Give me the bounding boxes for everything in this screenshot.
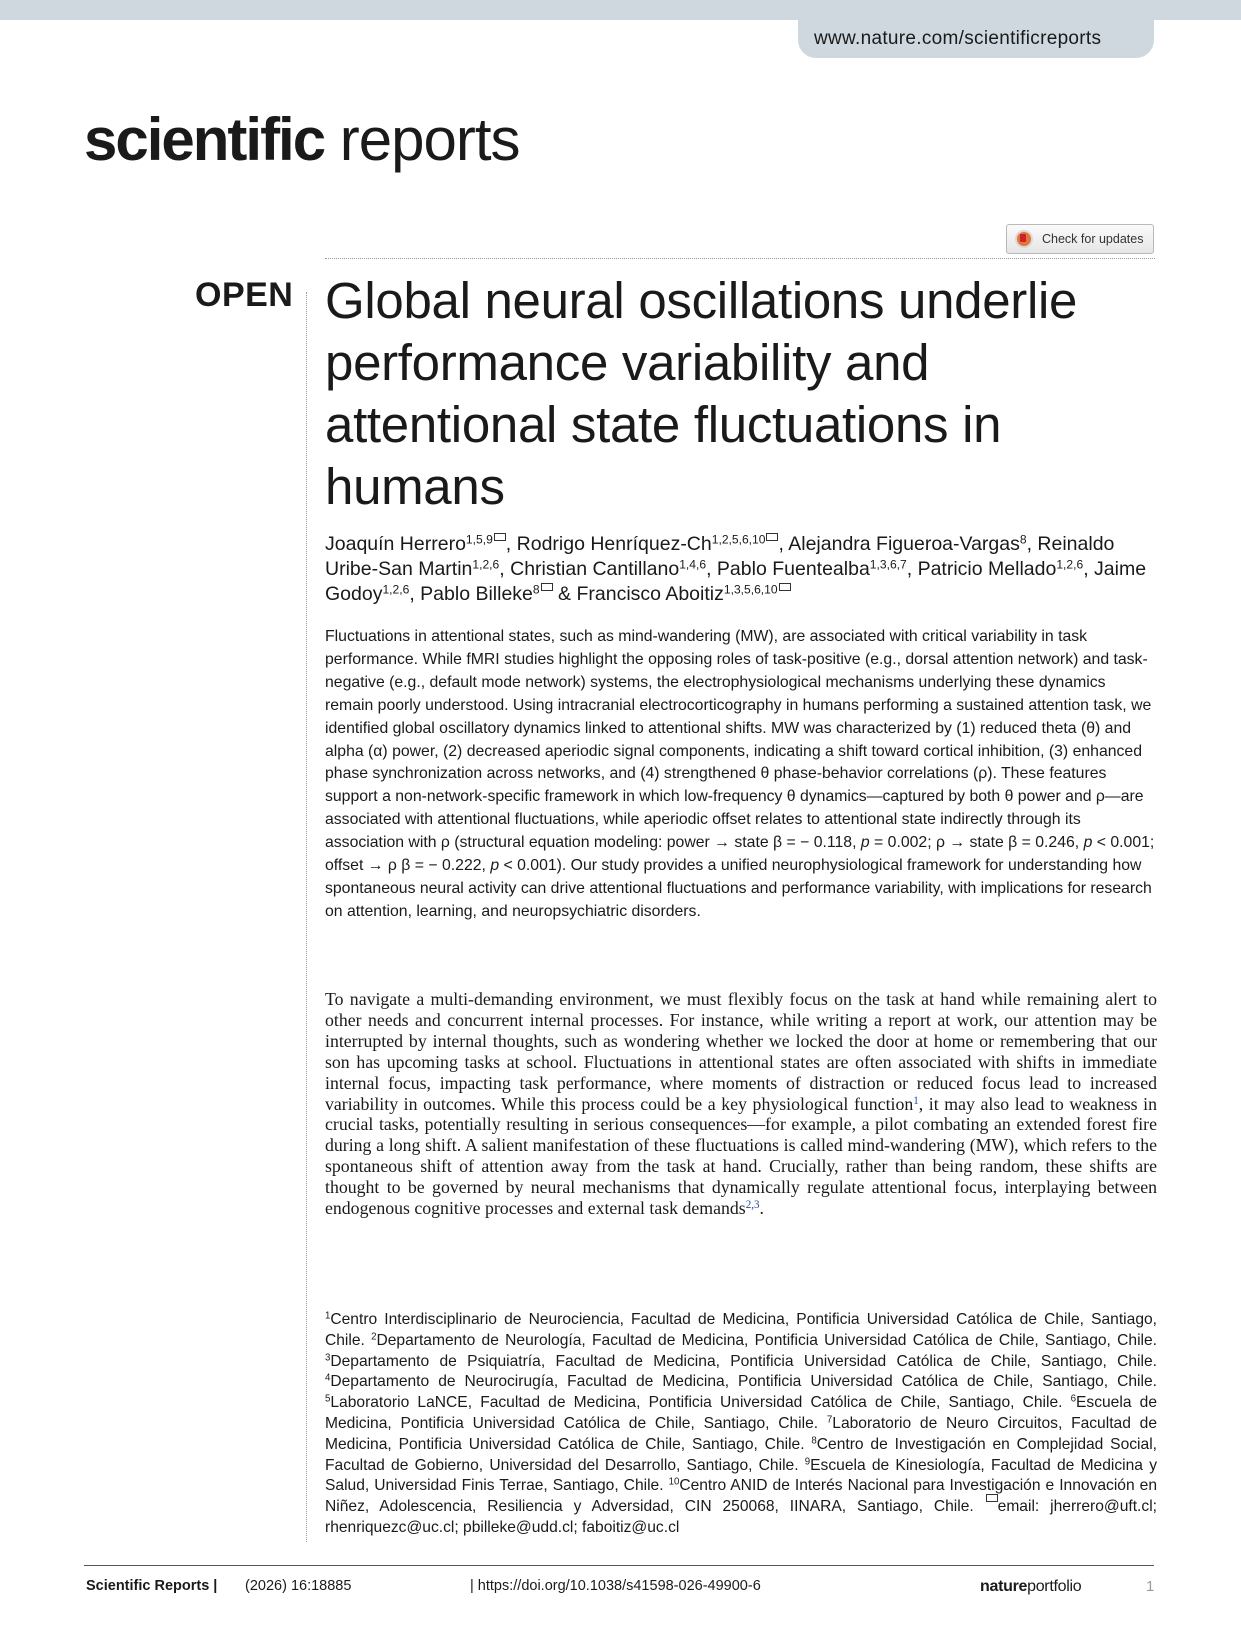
abstract-p-3: p [490, 857, 500, 875]
envelope-icon[interactable] [494, 533, 506, 541]
affiliation-text: Escuela de Kinesiología, Facultad de Medicina y Salud, Universidad Finis Terrae, Santiago, Chile. [325, 1456, 1157, 1495]
intro-text-3: . [759, 1198, 764, 1219]
page-number: 1 [1146, 1578, 1155, 1595]
author-affiliation-marks[interactable]: 8 [1019, 532, 1027, 547]
journal-url-tab[interactable]: www.nature.com/scientificreports [798, 20, 1154, 58]
affiliation-number: 9 [804, 1456, 811, 1468]
author-affiliation-marks[interactable]: 1,3,6,7 [869, 557, 907, 572]
affiliation-number: 1 [325, 1310, 331, 1322]
check-for-updates-button[interactable] [1006, 224, 1154, 254]
author-separator: , [505, 533, 517, 555]
abstract [325, 626, 1157, 924]
author-affiliation-marks[interactable]: 1,5,9 [465, 532, 493, 547]
footer-doi-link[interactable]: | https://doi.org/10.1038/s41598-026-49900-6 [470, 1578, 761, 1594]
affiliation-number: 3 [325, 1352, 331, 1364]
author-separator: , [706, 558, 717, 580]
nature-portfolio-logo [980, 1578, 1081, 1596]
affiliation-text: Centro Interdisciplinario de Neurociencia, Facultad de Medicina, Pontificia Universidad Católica de Chile, Santiago, Chile. [325, 1311, 1157, 1349]
check-for-updates-label: Check for updates [1042, 232, 1144, 246]
abstract-text-4: < 0.001). Our study provides a unified neurophysiological framework for understanding how spontaneous neural activity can drive attentional fluctuations and performance variability, with implications for research on attention, learning, and neuropsychiatric disorders. [325, 857, 1152, 920]
affiliation-number: 10 [668, 1477, 680, 1489]
margin-divider [306, 292, 307, 1542]
envelope-icon [986, 1494, 998, 1502]
affiliation-text: Laboratorio LaNCE, Facultad de Medicina, Pontificia Universidad Católica de Chile, Santiago, Chile. [330, 1394, 1071, 1412]
author-affiliation-marks[interactable]: 1,2,6 [382, 582, 410, 597]
author-separator: , [906, 558, 918, 580]
crossmark-icon [1015, 230, 1033, 248]
footer-rule [84, 1565, 1154, 1566]
intro-text-1: To navigate a multi-demanding environment, we must flexibly focus on the task at hand while remaining alert to other needs and concurrent internal processes. For instance, while writing a report at work, our attention may be interrupted by internal thoughts, such as wondering whether we locked the door at home or remembering that our son has upcoming tasks at school. Fluctuations in attentional states are often associated with shifts in immediate internal focus, impacting task performance, where moments of distraction or reduced focus lead to increased variability in outcomes. While this process could be a key physiological function [325, 989, 1157, 1114]
affiliation-number: 2 [371, 1331, 377, 1343]
author-name[interactable]: Pablo Fuentealba [716, 558, 870, 580]
author-affiliation-marks[interactable]: 1,2,6 [472, 557, 500, 572]
affiliation-number: 8 [811, 1435, 817, 1447]
author-separator: & [552, 583, 577, 605]
author-name[interactable]: Joaquín Herrero [325, 533, 466, 555]
intro-text-2: , it may also lead to weakness in crucial tasks, potentially resulting in serious consequences—for example, a pilot combating an extended forest fire during a long shift. A salient manifestation of these fluctuations is called mind-wandering (MW), which refers to the spontaneous shift of attention away from the task at hand. Crucially, rather than being random, these shifts are thought to be governed by neural mechanisms that dynamically regulate attentional focus, interplaying between endogenous cognitive processes and external task demands [325, 1093, 1157, 1219]
abstract-p-1: p [860, 834, 870, 852]
author-name[interactable]: Rodrigo Henríquez-Ch [516, 533, 712, 555]
author-name[interactable]: Francisco Aboitiz [576, 583, 724, 605]
author-affiliation-marks[interactable]: 1,3,5,6,10 [723, 582, 778, 597]
author-name[interactable]: Reinaldo Uribe-San Martin [325, 533, 1115, 580]
affiliations [325, 1310, 1157, 1539]
abstract-text-1: Fluctuations in attentional states, such as mind-wandering (MW), are associated with critical variability in task performance. While fMRI studies highlight the opposing roles of task-positive (e.g., dorsal attention network) and task-negative (e.g., default mode network) systems, the electrophysiological mechanisms underlying these dynamics remain poorly understood. Using intracranial electrocorticography in humans performing a sustained attention task, we identified global oscillatory dynamics linked to attentional shifts. MW was characterized by (1) reduced theta (θ) and alpha (α) power, (2) decreased aperiodic signal components, indicating a shift toward cortical inhibition, (3) enhanced phase synchronization across networks, and (4) strengthened θ phase-behavior correlations (ρ). These features support a non-network-specific framework in which low-frequency θ dynamics—captured by both θ power and ρ—are associated with attentional fluctuations, while aperiodic offset relates to attentional state indirectly through its association with ρ (structural equation modeling: power → state β = − 0.118, [325, 628, 1152, 852]
affiliation-number: 6 [1070, 1393, 1077, 1405]
reference-link-1[interactable]: 1 [913, 1094, 919, 1107]
author-list [325, 532, 1155, 607]
author-name[interactable]: Jaime Godoy [325, 558, 1147, 605]
author-separator: , [1083, 558, 1095, 580]
envelope-icon[interactable] [779, 583, 791, 591]
envelope-icon[interactable] [766, 533, 778, 541]
top-bar [0, 0, 1241, 20]
introduction-paragraph [325, 989, 1157, 1219]
journal-logo[interactable] [84, 104, 520, 176]
corresponding-emails[interactable]: email: jherrero@uft.cl; rhenriquezc@uc.cl; pbilleke@udd.cl; faboitiz@uc.cl [325, 1498, 1157, 1536]
journal-logo-bold: scientific [84, 106, 325, 173]
affiliation-number: 4 [325, 1373, 331, 1385]
footer-volume: (2026) 16:18885 [245, 1578, 352, 1594]
author-name[interactable]: Christian Cantillano [510, 558, 680, 580]
author-name[interactable]: Alejandra Figueroa-Vargas [788, 533, 1020, 555]
author-affiliation-marks[interactable]: 1,2,5,6,10 [711, 532, 766, 547]
author-affiliation-marks[interactable]: 1,4,6 [679, 557, 707, 572]
author-affiliation-marks[interactable]: 1,2,6 [1056, 557, 1084, 572]
header-divider [325, 258, 1155, 259]
affiliation-text: Laboratorio de Neuro Circuitos, Facultad de Medicina, Pontificia Universidad Católica de Chile, Santiago, Chile. [325, 1414, 1157, 1453]
nature-portfolio-bold: nature [980, 1578, 1028, 1595]
abstract-text-2: = 0.002; ρ → state β = 0.246, [869, 834, 1084, 852]
affiliation-number: 7 [826, 1414, 833, 1426]
affiliation-text: Escuela de Medicina, Pontificia Universidad Católica de Chile, Santiago, Chile. [325, 1394, 1158, 1432]
affiliation-text: Departamento de Neurocirugía, Facultad de Medicina, Pontificia Universidad Católica de Chile, Santiago, Chile. [330, 1373, 1157, 1391]
author-separator: , [409, 583, 421, 605]
author-separator: , [499, 558, 511, 580]
abstract-p-2: p [1083, 834, 1093, 852]
author-name[interactable]: Patricio Mellado [917, 558, 1057, 580]
reference-link-2-3[interactable]: 2,3 [745, 1199, 760, 1211]
affiliation-text: Centro de Investigación en Complejidad Social, Facultad de Gobierno, Universidad del Desarrollo, Santiago, Chile. [325, 1435, 1157, 1474]
author-separator: , [1026, 533, 1038, 555]
footer-journal: Scientific Reports | [86, 1578, 218, 1594]
affiliation-number: 5 [325, 1393, 331, 1405]
author-separator: , [778, 533, 789, 555]
affiliation-text: Centro ANID de Interés Nacional para Investigación e Innovación en Niñez, Adolescencia, Resiliencia y Adversidad, CIN 250068, IINARA, Santiago, Chile. [325, 1477, 1158, 1516]
abstract-text-3: < 0.001; offset → ρ β = − 0.222, [325, 834, 1155, 875]
affiliation-text: Departamento de Psiquiatría, Facultad de Medicina, Pontificia Universidad Católica de Chile, Santiago, Chile. [330, 1352, 1157, 1370]
open-access-label: OPEN [195, 276, 294, 314]
author-affiliation-marks[interactable]: 8 [532, 582, 540, 597]
article-title: Global neural oscillations underlie performance variability and attentional state fluctuations in humans [325, 272, 1078, 515]
affiliation-text: Departamento de Neurología, Facultad de Medicina, Pontificia Universidad Católica de Chile, Santiago, Chile. [376, 1331, 1158, 1349]
nature-portfolio-light: portfolio [1027, 1578, 1082, 1595]
envelope-icon[interactable] [541, 583, 553, 591]
journal-logo-light: reports [339, 106, 520, 173]
author-name[interactable]: Pablo Billeke [420, 583, 533, 605]
